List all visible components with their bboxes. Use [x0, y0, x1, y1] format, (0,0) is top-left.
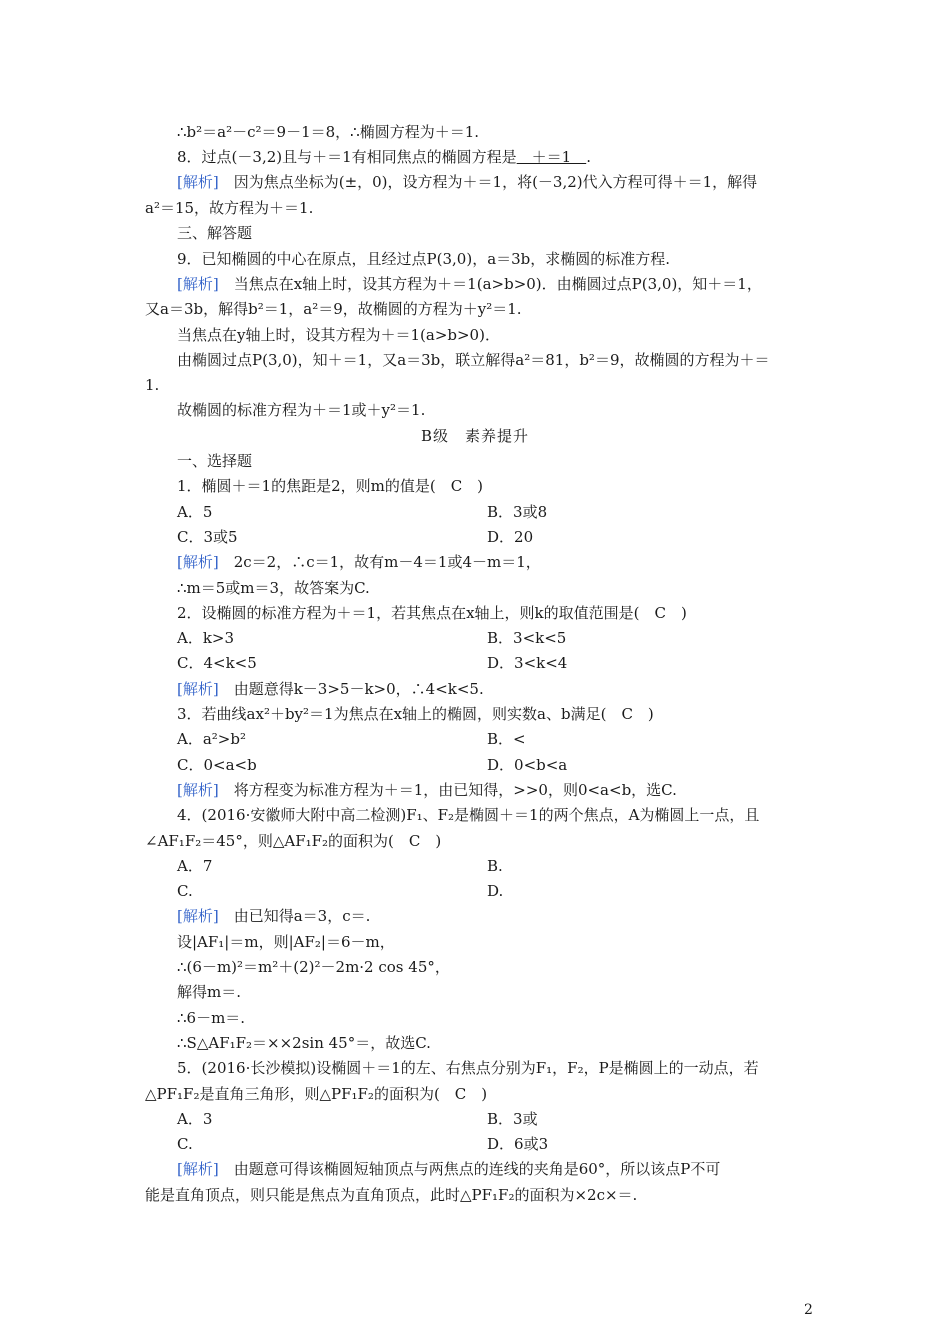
option-a: A．5	[177, 503, 213, 521]
option-b: B．3<k<5	[487, 629, 567, 647]
text-line: 故椭圆的标准方程为＋＝1或＋y²＝1.	[177, 401, 426, 419]
analysis-tag: [解析]	[177, 275, 219, 293]
text-line: 能是直角顶点，则只能是焦点为直角顶点，此时△PF₁F₂的面积为×2c×＝.	[145, 1186, 638, 1204]
text-line: ∴6－m＝.	[177, 1009, 246, 1027]
analysis-text: 由已知得a＝3，c＝.	[218, 907, 371, 925]
analysis-tag: [解析]	[177, 907, 219, 925]
analysis-line	[177, 552, 541, 572]
question-8	[177, 147, 591, 167]
option-d: D.	[487, 882, 504, 900]
text-line: 设|AF₁|＝m，则|AF₂|＝6－m，	[177, 933, 395, 951]
question-5: 5．(2016·长沙模拟)设椭圆＋＝1的左、右焦点分别为F₁，F₂，P是椭圆上的一动点，若	[177, 1059, 759, 1077]
option-b: B．3或	[487, 1110, 538, 1128]
analysis-text: 2c＝2，∴c＝1，故有m－4＝1或4－m＝1，	[218, 553, 541, 571]
option-c: C.	[177, 1135, 193, 1153]
analysis-text: 当焦点在x轴上时，设其方程为＋＝1(a>b>0)．由椭圆过点P(3,0)，知＋＝1，	[218, 275, 762, 293]
question-text: 8．过点(－3,2)且与＋＝1有相同焦点的椭圆方程是	[177, 148, 517, 166]
option-a: A．a²>b²	[177, 730, 246, 748]
text-line: △PF₁F₂是直角三角形，则△PF₁F₂的面积为( C )	[145, 1085, 488, 1103]
text-line: 解得m＝.	[177, 983, 241, 1001]
analysis-line	[177, 1159, 720, 1179]
page-number: 2	[804, 1302, 813, 1318]
text-line: ∴b²＝a²－c²＝9－1＝8，∴椭圆方程为＋＝1.	[177, 123, 480, 141]
analysis-tag: [解析]	[177, 1160, 219, 1178]
text-line: ∴m＝5或m＝3，故答案为C.	[177, 579, 370, 597]
analysis-line	[177, 172, 757, 192]
option-c: C．4<k<5	[177, 654, 257, 672]
analysis-text: 由题意可得该椭圆短轴顶点与两焦点的连线的夹角是60°，所以该点P不可	[218, 1160, 721, 1178]
punct: .	[586, 148, 591, 166]
option-d: D．20	[487, 528, 534, 546]
analysis-line	[177, 906, 370, 926]
option-c: C．0<a<b	[177, 756, 257, 774]
option-b: B.	[487, 857, 503, 875]
option-d: D．6或3	[487, 1135, 549, 1153]
text-line: 又a＝3b，解得b²＝1，a²＝9，故椭圆的方程为＋y²＝1.	[145, 300, 522, 318]
analysis-text: 因为焦点坐标为(±，0)，设方程为＋＝1，将(－3,2)代入方程可得＋＝1，解得	[218, 173, 758, 191]
question-9: 9．已知椭圆的中心在原点，且经过点P(3,0)，a＝3b，求椭圆的标准方程.	[177, 250, 671, 268]
text-line: 当焦点在y轴上时，设其方程为＋＝1(a>b>0)．	[177, 326, 500, 344]
option-c: C．3或5	[177, 528, 238, 546]
analysis-tag: [解析]	[177, 173, 219, 191]
answer-blank: ＋＝1	[516, 148, 587, 166]
analysis-line	[177, 780, 677, 800]
option-c: C.	[177, 882, 193, 900]
option-a: A．k>3	[177, 629, 235, 647]
option-d: D．3<k<4	[487, 654, 568, 672]
analysis-text: 由题意得k－3>5－k>0，∴4<k<5.	[218, 680, 484, 698]
text-line: 由椭圆过点P(3,0)，知＋＝1，又a＝3b，联立解得a²＝81，b²＝9，故椭圆的方程为＋＝	[177, 351, 770, 369]
text-line: ∠AF₁F₂＝45°，则△AF₁F₂的面积为( C )	[145, 832, 442, 850]
question-4: 4．(2016·安徽师大附中高二检测)F₁、F₂是椭圆＋＝1的两个焦点，A为椭圆上一点，且	[177, 806, 760, 824]
analysis-tag: [解析]	[177, 680, 219, 698]
text-line: ∴S△AF₁F₂＝××2sin 45°＝，故选C.	[177, 1034, 431, 1052]
section-heading: 三、解答题	[177, 224, 253, 242]
text-line: ∴(6－m)²＝m²＋(2)²－2m·2 cos 45°，	[177, 958, 450, 976]
option-a: A．7	[177, 857, 213, 875]
option-b: B．<	[487, 730, 526, 748]
analysis-line	[177, 274, 762, 294]
option-b: B．3或8	[487, 503, 548, 521]
analysis-tag: [解析]	[177, 781, 219, 799]
question-2: 2．设椭圆的标准方程为＋＝1，若其焦点在x轴上，则k的取值范围是( C )	[177, 604, 687, 622]
question-3: 3．若曲线ax²＋by²＝1为焦点在x轴上的椭圆，则实数a、b满足( C )	[177, 705, 654, 723]
option-a: A．3	[177, 1110, 213, 1128]
analysis-tag: [解析]	[177, 553, 219, 571]
section-heading: 一、选择题	[177, 452, 253, 470]
text-line: a²＝15，故方程为＋＝1.	[145, 199, 314, 217]
question-1: 1．椭圆＋＝1的焦距是2，则m的值是( C )	[177, 477, 484, 495]
analysis-line	[177, 679, 484, 699]
text-line: 1.	[145, 376, 160, 394]
option-d: D．0<b<a	[487, 756, 568, 774]
level-heading: B级 素养提升	[420, 427, 530, 445]
analysis-text: 将方程变为标准方程为＋＝1，由已知得，>>0，则0<a<b，选C.	[218, 781, 677, 799]
